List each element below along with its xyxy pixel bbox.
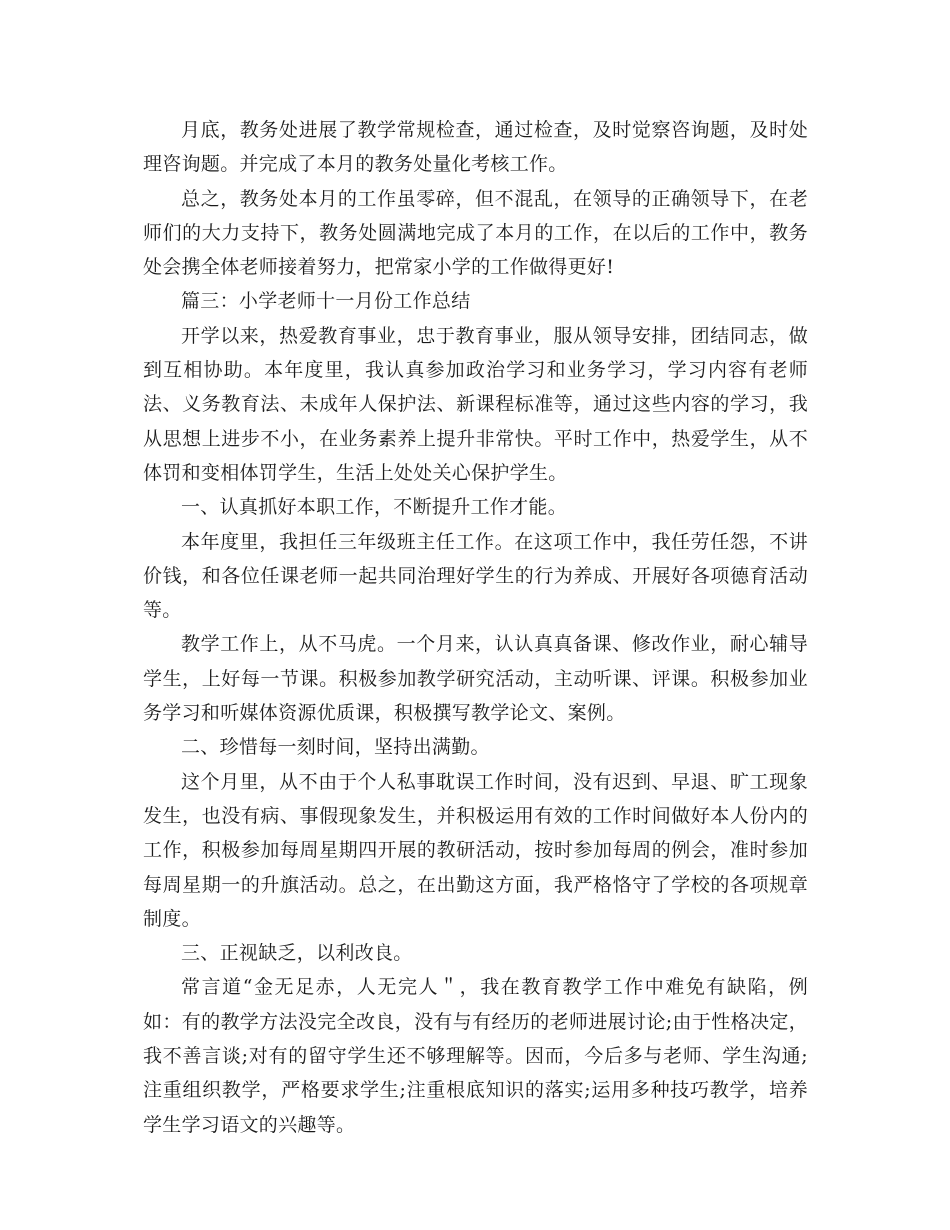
paragraph-attendance: 这个月里，从不由于个人私事耽误工作时间，没有迟到、早退、旷工现象发生，也没有病、事假现象发生，并积极运用有效的工作时间做好本人份内的工作，积极参加每周星期四开展的教研活动，按时参加每周的例会，准时参加每周星期一的升旗活动。总之，在出勤这方面，我严格恪守了学校的各项规章制度。 (143, 770, 808, 930)
heading-one: 一、认真抓好本职工作，不断提升工作才能。 (181, 496, 568, 519)
paragraph-teaching: 教学工作上，从不马虎。一个月来，认认真真备课、修改作业，耐心辅导学生，上好每一节课。积极参加教学研究活动，主动听课、评课。积极参加业务学习和听媒体资源优质课，积极撰写教学论文、案例。 (143, 633, 808, 725)
paragraph-intro: 开学以来，热爱教育事业，忠于教育事业，服从领导安排，团结同志，做到互相协助。本年度里，我认真参加政治学习和业务学习，学习内容有老师法、义务教育法、未成年人保护法、新课程标准等，通过这些内容的学习，我从思想上进步不小，在业务素养上提升非常快。平时工作中，热爱学生，从不体罚和变相体罚学生，生活上处处关心保护学生。 (143, 324, 808, 484)
paragraph-inspection: 月底，教务处进展了教学常规检查，通过检查，及时觉察咨询题，及时处理咨询题。并完成了本月的教务处量化考核工作。 (143, 119, 808, 176)
paragraph-class-teacher: 本年度里，我担任三年级班主任工作。在这项工作中，我任劳任怨，不讲价钱，和各位任课老师一起共同治理好学生的行为养成、开展好各项德育活动等。 (143, 530, 808, 622)
section-title: 篇三：小学老师十一月份工作总结 (181, 290, 471, 313)
document-body (143, 113, 808, 1142)
paragraph-summary: 总之，教务处本月的工作虽零碎，但不混乱，在领导的正确领导下，在老师们的大力支持下，教务处圆满地完成了本月的工作，在以后的工作中，教务处会携全体老师接着努力，把常家小学的工作做得更好! (143, 187, 808, 279)
paragraph-shortcomings: 常言道“金无足赤，人无完人＂，我在教育教学工作中难免有缺陷，例如：有的教学方法没完全改良，没有与有经历的老师进展讨论;由于性格决定，我不善言谈;对有的留守学生还不够理解等。因而，今后多与老师、学生沟通;注重组织教学，严格要求学生;注重根底知识的落实;运用多种技巧教学，培养学生学习语文的兴趣等。 (143, 976, 808, 1136)
heading-three: 三、正视缺乏，以利改良。 (181, 942, 413, 965)
heading-two: 二、珍惜每一刻时间，坚持出满勤。 (181, 736, 490, 759)
